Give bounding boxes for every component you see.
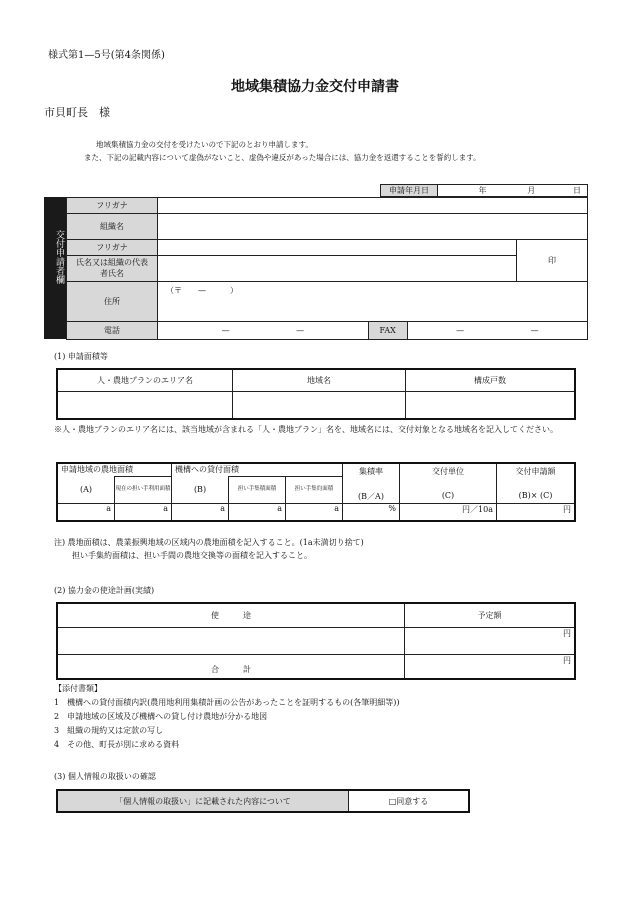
phone-label: 電話 [67, 322, 158, 340]
rate-value[interactable]: % [343, 503, 400, 521]
fax-field[interactable] [407, 322, 587, 340]
date-year[interactable]: 年 [438, 185, 497, 197]
planned-header: 予定額 [405, 603, 576, 628]
a-value[interactable]: a [57, 503, 115, 521]
holder-accum-header: 担い手集積面積 [229, 476, 286, 503]
current-holder-header: 現在の担い手利用面積 [115, 476, 172, 503]
applicant-side-label: 交付申請者欄 [54, 230, 64, 284]
holder-consol-value[interactable]: a [286, 503, 343, 521]
attachments-heading: 【添付書類】 [54, 684, 102, 693]
unit-c-label: (C) [441, 491, 455, 500]
attachment-item-4: 4 その他、町長が別に求める資料 [54, 740, 180, 749]
usage-header: 使 途 [57, 603, 405, 628]
planned-amount-field[interactable]: 円 [405, 628, 576, 655]
applicant-table [66, 197, 588, 340]
households-header: 構成戸数 [406, 369, 576, 392]
unit-title: 交付単位 [432, 467, 464, 476]
holder-accum-value[interactable]: a [229, 503, 286, 521]
section3-heading: (3) 個人情報の取扱いの確認 [54, 772, 156, 781]
intro-line-1: 地域集積協力金の交付を受けたいので下記のとおり申請します。 [96, 140, 313, 149]
page-title: 地域集積協力金交付申請書 [231, 79, 399, 95]
usage-field[interactable] [57, 628, 405, 655]
b-label: (B) [172, 476, 229, 503]
rate-formula: (B／A) [358, 492, 384, 501]
area-name-field[interactable] [233, 392, 406, 419]
area-name-header: 地域名 [233, 369, 406, 392]
plan-name-header: 人・農地プランのエリア名 [57, 369, 233, 392]
furigana-label-1: フリガナ [67, 198, 158, 214]
phone-dash-1: — [221, 326, 230, 335]
fax-dash-2: — [530, 326, 539, 335]
rep-name-field[interactable] [158, 256, 517, 282]
date-label: 申請年月日 [381, 185, 438, 197]
amount-formula: (B)× (C) [518, 491, 553, 500]
rate-title: 集積率 [359, 467, 383, 476]
current-holder-value[interactable]: a [115, 503, 172, 521]
total-label: 合 計 [57, 654, 405, 679]
intro-line-2: また、下記の記載内容について虚偽がないこと、虚偽や違反があった場合には、協力金を返還することを誓約します。 [84, 153, 481, 162]
attachment-item-2: 2 申請地域の区域及び機構への貸し付け農地が分かる地図 [54, 712, 268, 721]
area-note-2: 担い手集約面積は、担い手間の農地交換等の面積を記入すること。 [72, 551, 312, 560]
rep-name-label: 氏名又は組織の代表者氏名 [67, 256, 158, 282]
b-value[interactable]: a [172, 503, 229, 521]
phone-dash-2: — [296, 326, 305, 335]
privacy-table [56, 789, 470, 813]
rep-furigana-field[interactable] [158, 240, 517, 256]
address-label: 住所 [67, 282, 158, 322]
section2-heading: (2) 協力金の使途計画(実績) [54, 586, 155, 595]
section1-heading: (1) 申請面積等 [54, 352, 108, 361]
households-field[interactable] [406, 392, 576, 419]
usage-table [56, 602, 576, 680]
amount-header [497, 463, 576, 503]
holder-consol-header: 担い手集約面積 [286, 476, 343, 503]
furigana-label-2: フリガナ [67, 240, 158, 256]
amount-title: 交付申請額 [515, 467, 556, 476]
attachment-item-1: 1 機構への貸付面積内訳(農用地利用集積計画の公告があったことを証明するもの(各筆明細等)) [54, 698, 400, 707]
privacy-statement: 「個人情報の取扱い」に記載された内容について [57, 790, 349, 812]
lease-header: 機構への貸付面積 [172, 463, 343, 476]
unit-value[interactable]: 円／10a [400, 503, 497, 521]
postal-code: （〒 — ） [166, 286, 238, 295]
plan-table [56, 368, 576, 420]
a-label: (A) [57, 476, 115, 503]
date-month[interactable]: 月 [497, 185, 542, 197]
plan-name-field[interactable] [57, 392, 233, 419]
seal-cell [517, 240, 588, 282]
total-amount-field[interactable]: 円 [405, 654, 576, 679]
phone-field[interactable] [158, 322, 369, 340]
form-number: 様式第1—5号(第4条関係) [48, 50, 165, 61]
fax-label: FAX [368, 322, 407, 340]
unit-header [400, 463, 497, 503]
org-furigana-field[interactable] [158, 198, 588, 214]
plan-note: ※人・農地プランのエリア名には、該当地域が含まれる「人・農地プラン」名を、地域名には、交付対象となる地域名を記入してください。 [54, 425, 558, 434]
amount-value[interactable]: 円 [497, 503, 576, 521]
rate-header [343, 463, 400, 503]
farmland-header: 申請地域の農地面積 [57, 463, 172, 476]
attachment-item-3: 3 組織の規約又は定款の写し [54, 726, 164, 735]
address-field[interactable] [158, 282, 588, 322]
area-note-1: 注) 農地面積は、農業振興地域の区域内の農地面積を記入すること。(1a未満切り捨て) [54, 538, 364, 547]
date-day[interactable]: 日 [541, 185, 587, 197]
privacy-agree-checkbox[interactable]: □同意する [349, 790, 470, 812]
org-name-label: 組織名 [67, 214, 158, 240]
date-table [380, 184, 588, 197]
addressee: 市貝町長 様 [44, 106, 110, 119]
org-name-field[interactable] [158, 214, 588, 240]
fax-dash-1: — [456, 326, 465, 335]
area-table [56, 462, 576, 522]
seal-mark: 印 [548, 256, 556, 265]
